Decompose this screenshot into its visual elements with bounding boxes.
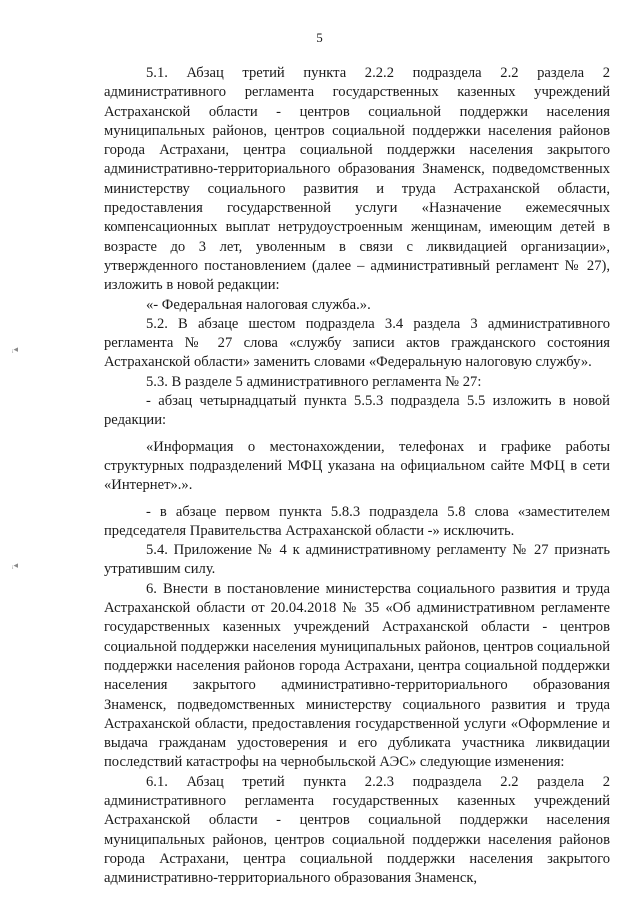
margin-mark: ᵢ◂ [12,344,18,354]
spacer [104,431,610,438]
paragraph-quote-tax-service: «- Федеральная налоговая служба.». [146,296,371,313]
paragraph-5-1: 5.1. Абзац третий пункта 2.2.2 подраздела 2.2 раздела 2 административного регламента государственных казенных учреждений Астраханской области - центров социальной поддержки населения муниципальных районов, центров социальной поддержки населения районов города Астрахани, центра социальной поддержки населения закрытого административно-территориального образования Знаменск, подведомственных министерству социального развития и труда Астраханской области, предоставления государственной услуги «Назначение ежемесячных компенсационных выплат нетрудоустроенным женщинам, имеющим детей в возрасте до 3 лет, уволенным в связи с ликвидацией организации», утвержденного постановлением (далее – административный регламент № 27), изложить в новой редакции: [104,65,610,294]
paragraph-5-3-item-2: - в абзаце первом пункта 5.8.3 подраздела 5.8 слова «заместителем председателя Правительства Астраханской области -» исключить. [104,503,610,539]
paragraph-5-2: 5.2. В абзаце шестом подраздела 3.4 раздела 3 административного регламента № 27 слова «службу записи актов гражданского состояния Астраханской области» заменить словами «Федеральную налоговую службу». [104,315,610,371]
paragraph-6: 6. Внести в постановление министерства социального развития и труда Астраханской области от 20.04.2018 № 35 «Об административном регламенте государственных казенных учреждений Астраханской области - центров социальной поддержки населения муниципальных районов, центров социальной поддержки населения районов города Астрахани, центра социальной поддержки населения закрытого административно-территориального образования Знаменск, подведомственных министерству социального развития и труда Астраханской области, предоставления государственной услуги «Оформление и выдача гражданам удостоверения и его дубликата участника ликвидации последствий катастрофы на чернобыльской АЭС» следующие изменения: [104,580,610,771]
spacer [104,496,610,503]
paragraph-5-3: 5.3. В разделе 5 административного регламента № 27: [146,373,482,390]
paragraph-6-1: 6.1. Абзац третий пункта 2.2.3 подраздела 2.2 раздела 2 административного регламента государственных казенных учреждений Астраханской области - центров социальной поддержки населения муниципальных районов, центров социальной поддержки населения районов города Астрахани, центра социальной поддержки населения закрытого административно-территориального образования Знаменск, [104,773,610,887]
paragraph-5-3-item-1: - абзац четырнадцатый пункта 5.5.3 подраздела 5.5 изложить в новой редакции: [104,393,610,429]
paragraph-5-4: 5.4. Приложение № 4 к административному регламенту № 27 признать утратившим силу. [104,542,610,578]
page-number: 5 [316,30,323,45]
margin-mark: ᵢ◂ [12,560,18,570]
document-body [104,64,610,888]
paragraph-quote-info: «Информация о местонахождении, телефонах и графике работы структурных подразделений МФЦ указана на официальном сайте МФЦ в сети «Интернет».». [104,438,610,494]
